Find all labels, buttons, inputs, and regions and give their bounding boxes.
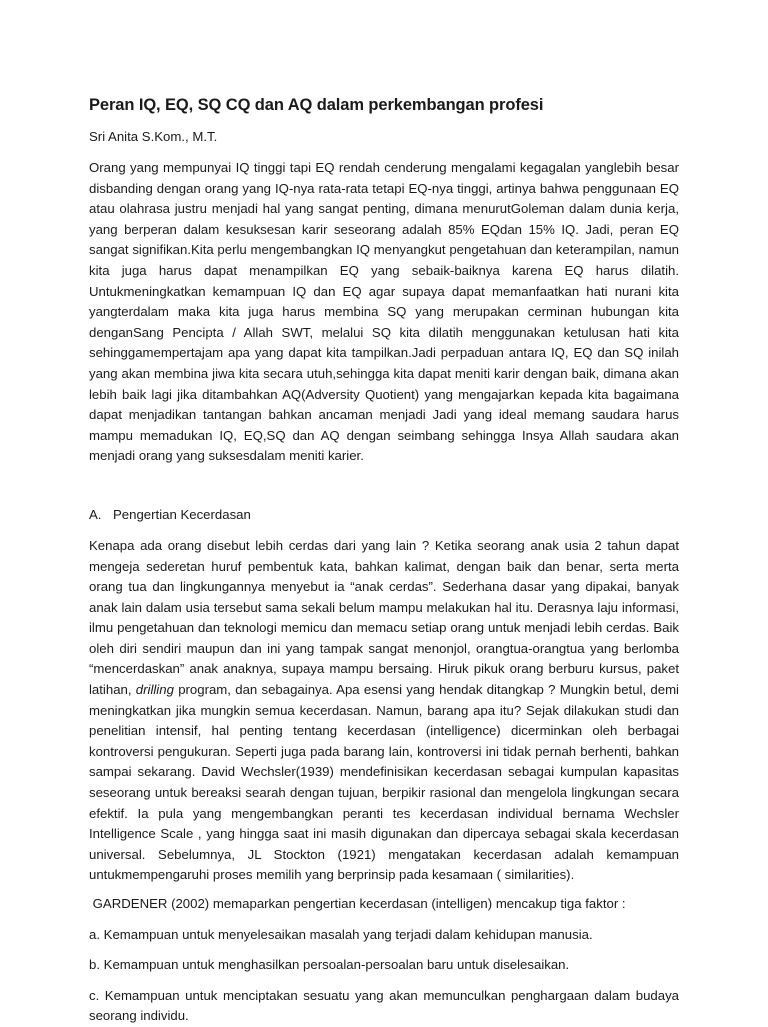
document-title: Peran IQ, EQ, SQ CQ dan AQ dalam perkembangan profesi xyxy=(89,96,544,114)
body-text-part1: Kenapa ada orang disebut lebih cerdas dari yang lain ? Ketika seorang anak usia 2 tahun dapat mengeja sederetan huruf pembentuk kata, bahkan kalimat, dengan baik dan benar, serta merta orang tua dan lingkungannya menyebut ia “anak cerdas”. Sederhana dasar yang dipakai, banyak anak lain dalam usia tersebut sama sekali belum mampu melakukan hal itu. Derasnya laju informasi, ilmu pengetahuan dan teknologi memicu dan memacu setiap orang untuk menjadi lebih cerdas. Baik oleh diri sendiri maupun dan ini yang tampak sangat menonjol, orangtua-orangtua yang berlomba “mencerdaskan” anak anaknya, supaya mampu bersaing. Hiruk pikuk orang berburu kursus, paket latihan, xyxy=(89,537,679,698)
body-text-part2: program, dan sebagainya. Apa esensi yang hendak ditangkap ? Mungkin betul, demi meningkatkan jika mungkin semua kecerdasan. Namun, barang apa itu? Sejak dilakukan studi dan penelitian intensif, hal penting tentang kecerdasan (intelligence) dicerminkan oleh berbagai kontroversi pengukuran. Seperti juga pada barang lain, kontroversi ini tidak pernah berhenti, bahkan sampai sekarang. David Wechsler(1939) mendefinisikan kecerdasan sebagai kumpulan kapasitas seseorang untuk bereaksi searah dengan tujuan, berpikir rasional dan mengelola lingkungan secara efektif. Ia pula yang mengembangkan peranti tes kecerdasan individual bernama Wechsler Intelligence Scale , yang hingga saat ini masih digunakan dan dipercaya sebagai skala kecerdasan universal. Sebelumnya, JL Stockton (1921) mengatakan kecerdasan adalah kemampuan untukmempengaruhi proses memilih yang berprinsip pada kesamaan ( similarities). xyxy=(89,682,679,883)
section-heading xyxy=(89,507,679,522)
section-body-paragraph xyxy=(89,536,679,886)
gardener-lead: GARDENER (2002) memaparkan pengertian kecerdasan (intelligen) mencakup tiga faktor : xyxy=(89,896,626,911)
section-number: A. xyxy=(89,506,102,522)
body-text-italic: drilling xyxy=(135,682,174,698)
author-line: Sri Anita S.Kom., M.T. xyxy=(89,129,218,144)
list-item-a: a. Kemampuan untuk menyelesaikan masalah yang terjadi dalam kehidupan manusia. xyxy=(89,926,593,942)
section-title: Pengertian Kecerdasan xyxy=(113,506,251,522)
intro-paragraph: Orang yang mempunyai IQ tinggi tapi EQ rendah cenderung mengalami kegagalan yanglebih besar disbanding dengan orang yang IQ-nya rata-rata tetapi EQ-nya tinggi, artinya bahwa penggunaan EQ atau olahrasa justru menjadi hal yang sangat penting, dimana menurutGoleman dalam dunia kerja, yang berperan dalam kesuksesan karir seseorang adalah 85% EQdan 15% IQ. Jadi, peran EQ sangat signifikan.Kita perlu mengembangkan IQ menyangkut pengetahuan dan keterampilan, namun kita juga harus dapat menampilkan EQ yang sebaik-baiknya karena EQ harus dilatih. Untukmeningkatkan kemampuan IQ dan EQ agar supaya dapat memanfaatkan hati nurani kita yangterdalam maka kita juga harus membina SQ yang merupakan cerminan hubungan kita denganSang Pencipta / Allah SWT, melalui SQ kita dilatih menggunakan ketulusan hati kita sehinggamempertajam apa yang dapat kita tampilkan.Jadi perpaduan antara IQ, EQ dan SQ inilah yang akan membina jiwa kita secara utuh,sehingga kita dapat meniti karir dengan baik, dimana akan lebih baik lagi jika ditambahkan AQ(Adversity Quotient) yang mengajarkan kepada kita bagaimana dapat menjadikan tantangan bahkan ancaman menjadi Jadi yang ideal memang saudara harus mampu memadukan IQ, EQ,SQ dan AQ dengan seimbang sehingga Insya Allah saudara akan menjadi orang yang suksesdalam meniti karier. xyxy=(89,160,679,464)
list-item-c: c. Kemampuan untuk menciptakan sesuatu yang akan memunculkan penghargaan dalam budaya seorang individu. xyxy=(89,987,679,1024)
list-item-b: b. Kemampuan untuk menghasilkan persoalan-persoalan baru untuk diselesaikan. xyxy=(89,957,570,973)
